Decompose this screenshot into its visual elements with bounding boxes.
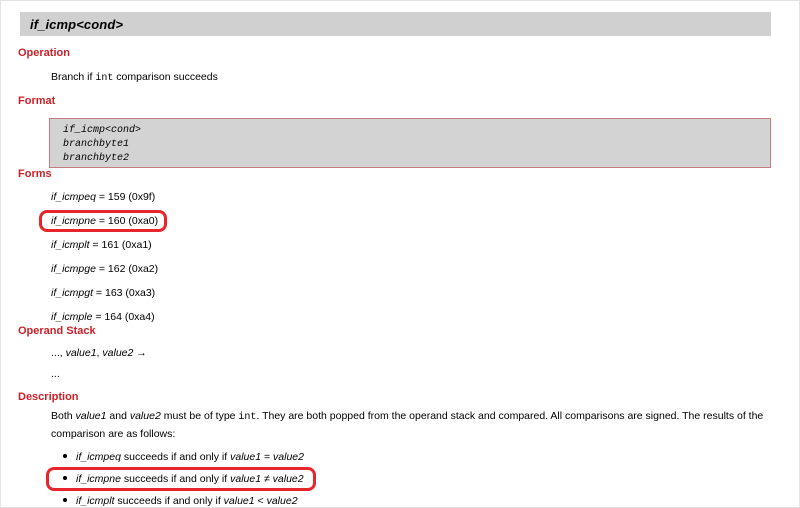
os-separator: , [96,347,103,359]
bullet-mid: succeeds if and only if [120,451,231,463]
bullet-mid: succeeds if and only if [120,473,231,485]
os-value2: value2 [102,347,134,359]
desc-value1: value1 [75,410,107,422]
form-value: = 160 (0xa0) [95,215,159,227]
operation-heading: Operation [18,47,70,59]
form-value: = 159 (0x9f) [95,191,156,203]
form-item-if_icmple [51,311,158,324]
format-heading: Format [18,95,56,107]
description-paragraph [51,408,773,443]
page-title: if_icmp<cond> [30,16,124,32]
operation-text-after: comparison succeeds [113,71,218,83]
format-line-branchbyte1: branchbyte1 [63,139,130,150]
operation-text [51,71,218,84]
desc-t2: and [106,410,130,422]
forms-heading: Forms [18,168,52,180]
bullet-if_icmplt [63,495,304,508]
desc-value2: value2 [129,410,161,422]
format-line-opcode: if_icmp<cond> [63,125,142,136]
os-ellipsis: ..., [51,347,66,359]
form-item-if_icmpgt [51,287,158,300]
desc-code-int: int [238,412,257,423]
format-code-box [49,118,771,168]
form-name: if_icmplt [51,239,90,251]
operation-text-before: Branch if [51,71,96,83]
desc-t1: Both [51,410,76,422]
bullet-v2: value2 [266,495,298,507]
description-heading: Description [18,391,79,403]
bullet-name: if_icmpeq [76,451,121,463]
instruction-title-bar [20,12,771,36]
operand-stack-before [51,347,147,359]
desc-t4: . They are both popped from the operand stack and compared. All comparisons are signed. The results of the comparison are as follows: [51,410,764,440]
bullet-v2: value2 [272,473,304,485]
bullet-icon [63,476,67,480]
form-item-if_icmplt [51,239,158,252]
form-name: if_icmpeq [51,191,96,203]
form-item-if_icmpge [51,263,158,276]
forms-list [51,191,158,324]
operation-code-int: int [95,73,114,84]
annotation-box-forms [51,215,158,228]
form-value: = 163 (0xa3) [93,287,156,299]
bullet-if_icmpeq [63,451,304,464]
bullet-v2: value2 [273,451,304,463]
bullet-name: if_icmplt [76,495,115,507]
bullet-op: ≠ [261,473,273,485]
bullet-icon [63,498,67,502]
form-name: if_icmpgt [51,287,94,299]
format-line-branchbyte2: branchbyte2 [63,153,130,164]
bullet-if_icmpne-highlighted [63,473,304,486]
desc-t3: must be of type [160,410,239,422]
arrow-right-icon: → [133,347,147,359]
bullet-icon [63,454,67,458]
bullet-op: < [254,495,267,507]
bullet-name: if_icmpne [76,473,121,485]
bullet-v1: value1 [230,473,262,485]
operand-stack-heading: Operand Stack [18,325,96,337]
form-item-if_icmpne-highlighted [51,215,158,228]
form-item-if_icmpeq [51,191,158,204]
form-value: = 161 (0xa1) [89,239,152,251]
os-value1: value1 [65,347,97,359]
operand-stack-after: ... [51,368,60,380]
annotation-box-bullet [63,473,304,486]
bullet-op: = [261,451,274,463]
form-name: if_icmpne [51,215,96,227]
form-name: if_icmple [51,311,93,323]
bullet-v1: value1 [230,451,262,463]
bullet-mid: succeeds if and only if [114,495,224,507]
bullet-v1: value1 [223,495,255,507]
form-value: = 162 (0xa2) [95,263,159,275]
comparison-results-list [63,451,304,508]
form-name: if_icmpge [51,263,96,275]
form-value: = 164 (0xa4) [92,311,155,323]
